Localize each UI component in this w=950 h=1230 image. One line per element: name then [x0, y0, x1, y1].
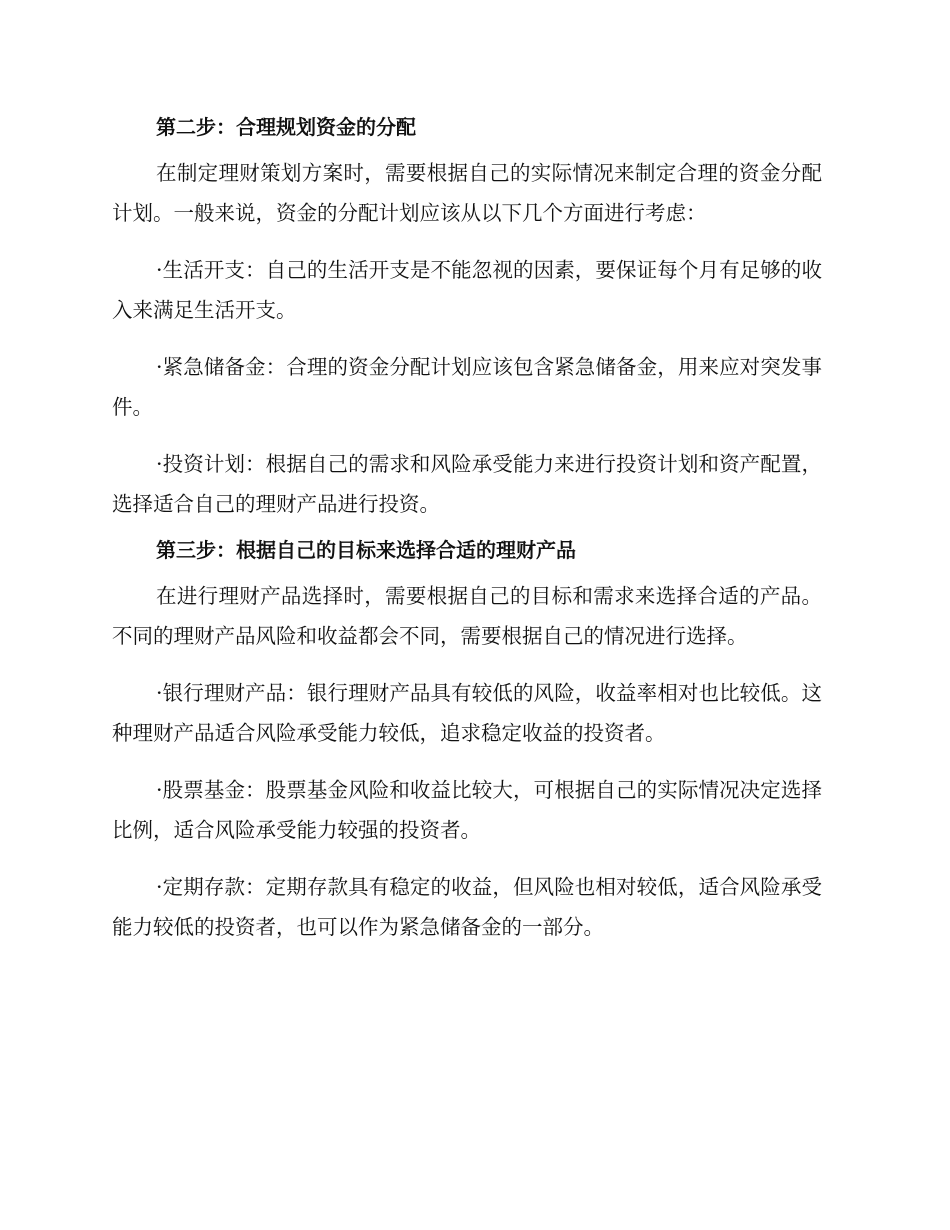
- section-step-2: [112, 111, 822, 524]
- bullet-investment-plan: ·投资计划：根据自己的需求和风险承受能力来进行投资计划和资产配置，选择适合自己的理财产品进行投资。: [112, 452, 822, 516]
- bullet-living-expenses: ·生活开支：自己的生活开支是不能忽视的因素，要保证每个月有足够的收入来满足生活开支。: [112, 258, 822, 322]
- section-step-3: [112, 534, 822, 947]
- bullet-bank-products: ·银行理财产品：银行理财产品具有较低的风险，收益率相对也比较低。这种理财产品适合风险承受能力较低，追求稳定收益的投资者。: [112, 681, 822, 745]
- paragraph-product-selection-intro: 在进行理财产品选择时，需要根据自己的目标和需求来选择合适的产品。不同的理财产品风险和收益都会不同，需要根据自己的情况进行选择。: [112, 584, 822, 648]
- section-heading-step-3: 第三步：根据自己的目标来选择合适的理财产品: [156, 538, 576, 562]
- bullet-fixed-deposits: ·定期存款：定期存款具有稳定的收益，但风险也相对较低，适合风险承受能力较低的投资者，也可以作为紧急储备金的一部分。: [112, 875, 822, 939]
- section-heading-step-2: 第二步：合理规划资金的分配: [156, 115, 416, 139]
- bullet-stock-funds: ·股票基金：股票基金风险和收益比较大，可根据自己的实际情况决定选择比例，适合风险承受能力较强的投资者。: [112, 778, 822, 842]
- paragraph-fund-allocation-intro: 在制定理财策划方案时，需要根据自己的实际情况来制定合理的资金分配计划。一般来说，资金的分配计划应该从以下几个方面进行考虑：: [112, 161, 822, 225]
- bullet-emergency-fund: ·紧急储备金：合理的资金分配计划应该包含紧急储备金，用来应对突发事件。: [112, 355, 822, 419]
